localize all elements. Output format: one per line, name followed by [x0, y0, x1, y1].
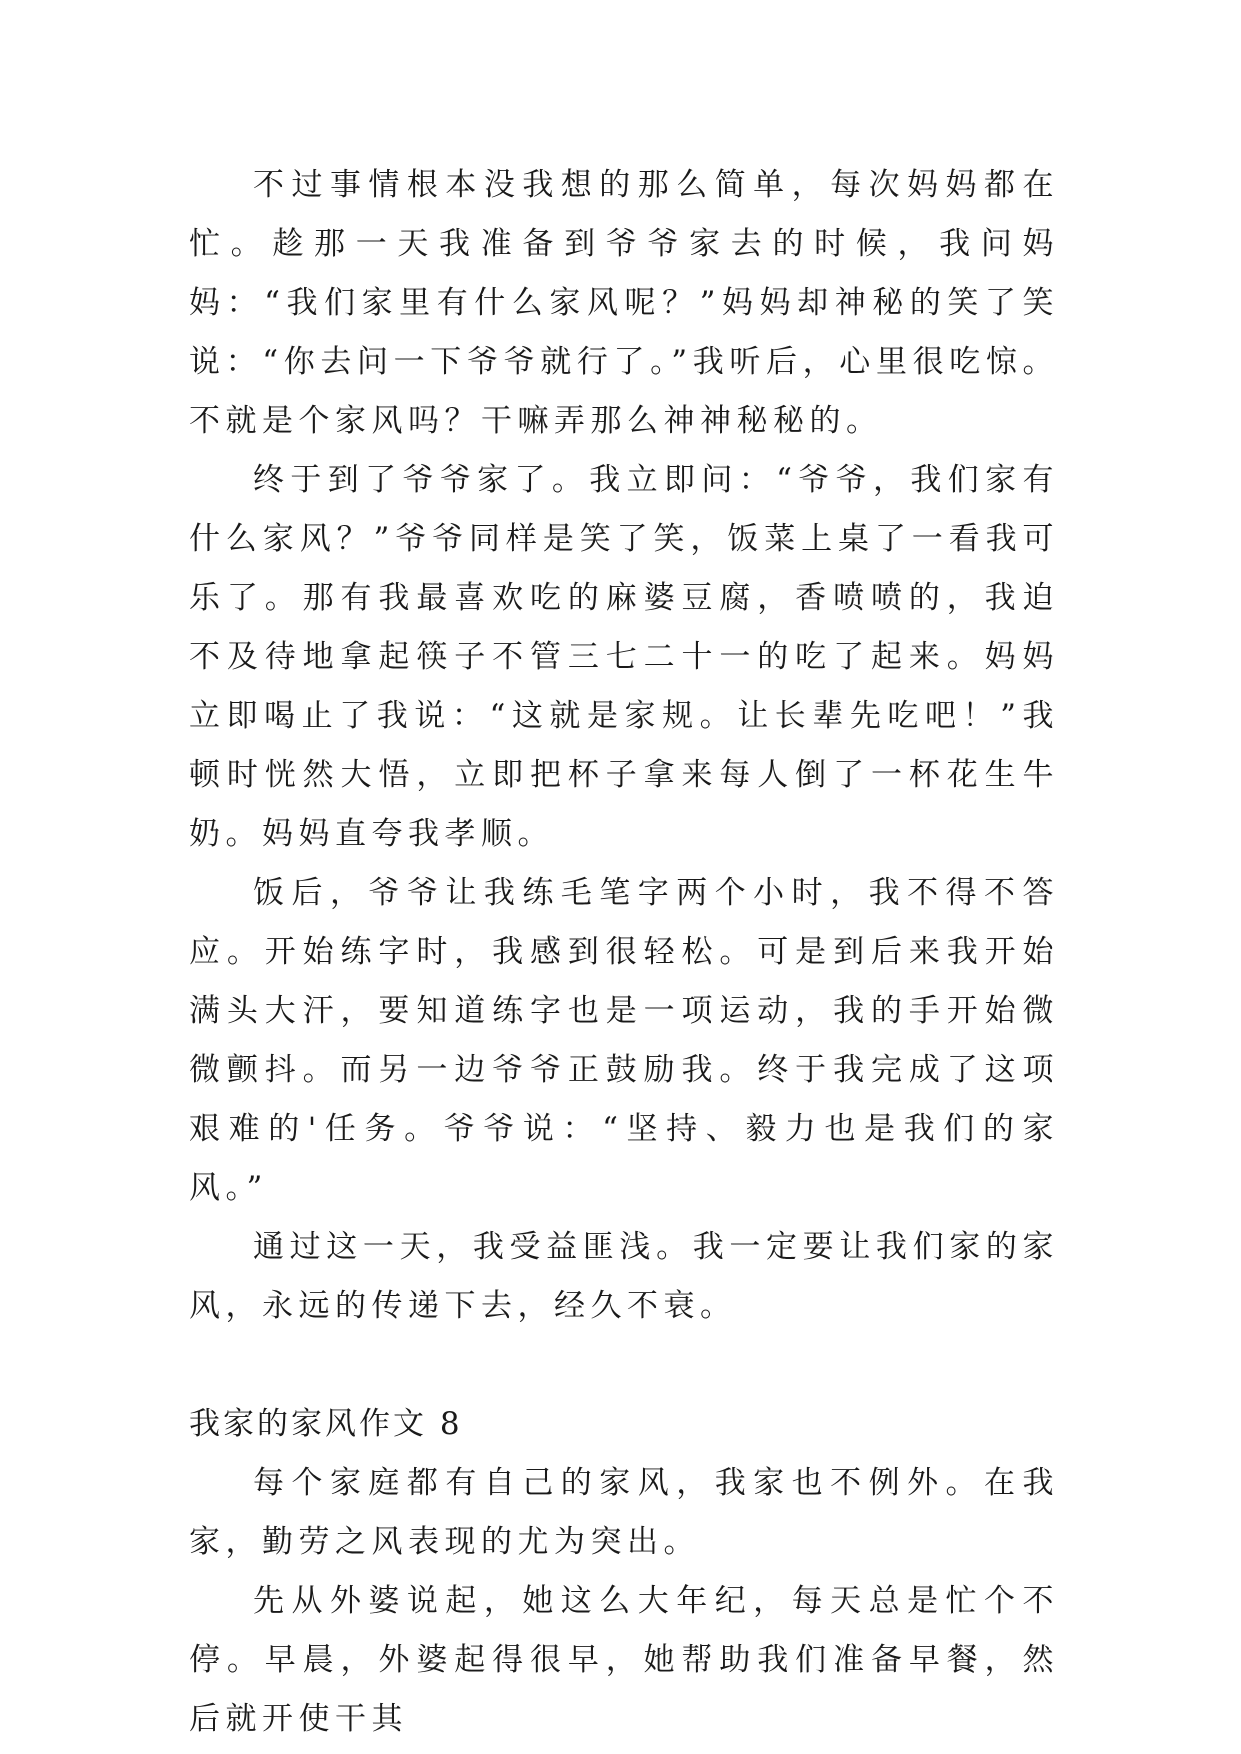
paragraph-calligraphy: 饭后，爷爷让我练毛笔字两个小时，我不得不答应。开始练字时，我感到很轻松。可是到后来我开始满头大汗，要知道练字也是一项运动，我的手开始微微颤抖。而另一边爷爷正鼓励我。终于我完成了这项艰难的'任务。爷爷说：“坚持、毅力也是我们的家风。”	[189, 875, 1059, 1206]
document-body	[189, 156, 1059, 1749]
paragraph-grandpa-house: 终于到了爷爷家了。我立即问：“爷爷，我们家有什么家风？”爷爷同样是笑了笑，饭菜上桌了一看我可乐了。那有我最喜欢吃的麻婆豆腐，香喷喷的，我迫不及待地拿起筷子不管三七二十一的吃了起来。妈妈立即喝止了我说：“这就是家规。让长辈先吃吧！”我顿时恍然大悟，立即把杯子拿来每人倒了一杯花生牛奶。妈妈直夸我孝顺。	[189, 462, 1059, 852]
paragraph-grandma: 先从外婆说起，她这么大年纪，每天总是忙个不停。早晨，外婆起得很早，她帮助我们准备早餐，然后就开使干其	[189, 1583, 1059, 1737]
paragraph-busy-mother: 不过事情根本没我想的那么简单，每次妈妈都在忙。趁那一天我准备到爷爷家去的时候，我问妈妈：“我们家里有什么家风呢？”妈妈却神秘的笑了笑说：“你去问一下爷爷就行了。”我听后，心里很吃惊。不就是个家风吗？干嘛弄那么神神秘秘的。	[189, 167, 1059, 439]
paragraph-family-diligence: 每个家庭都有自己的家风，我家也不例外。在我家，勤劳之风表现的尤为突出。	[189, 1465, 1059, 1560]
paragraph-conclusion: 通过这一天，我受益匪浅。我一定要让我们家的家风，永远的传递下去，经久不衰。	[189, 1229, 1059, 1324]
section-title: 我家的家风作文 8	[189, 1406, 463, 1442]
